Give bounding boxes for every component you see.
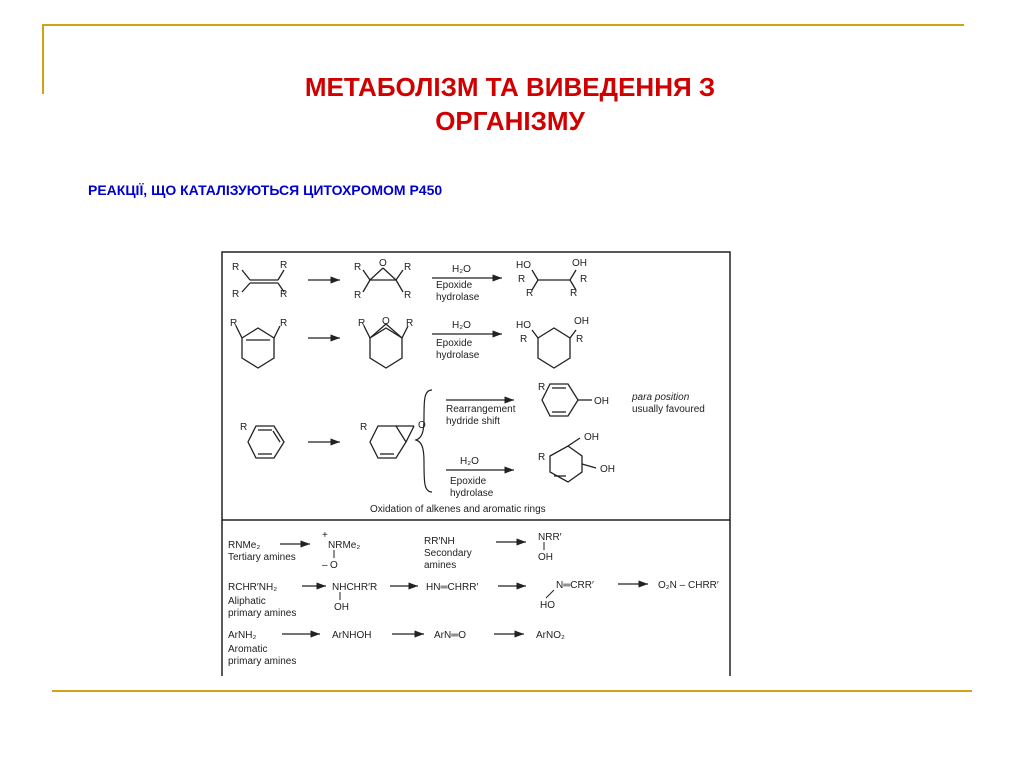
aliphatic-amine-class: Aliphatic: [228, 596, 266, 607]
n-oxide-oxygen: O: [330, 560, 338, 571]
aliphatic-amine-reactant: RCHR′NH₂: [228, 582, 278, 593]
r-label: R: [518, 274, 526, 285]
hydroxyl-label: HO: [516, 320, 531, 331]
hydroxylamine-product: NRR′: [538, 532, 562, 543]
arene-oxide-structure: [370, 426, 414, 458]
frame-left-line: [42, 24, 44, 94]
r-label: R: [230, 318, 238, 329]
tertiary-amine-reactant: RNMe₂: [228, 540, 261, 551]
r-label: R: [526, 288, 534, 299]
para-position-note: para position: [632, 392, 690, 403]
hydroxyl-label: HO: [516, 260, 531, 271]
r-label: R: [232, 262, 240, 273]
nitro-product: O₂N – CHRR′: [658, 580, 719, 591]
r-label: R: [538, 452, 546, 463]
trans-diol-structure: [532, 328, 576, 368]
cyclohexene-structure: [236, 326, 280, 368]
secondary-amine-reactant: RR′NH: [424, 536, 455, 547]
water-label: H₂O: [460, 456, 479, 467]
benzene-structure: [248, 426, 284, 458]
p450-reactions-figure: [220, 250, 734, 678]
epoxide-hydrolase-label: hydrolase: [450, 488, 494, 499]
oxime-ho: HO: [540, 600, 555, 611]
epoxide-hydrolase-label: Epoxide: [450, 476, 487, 487]
charge-minus: –: [322, 560, 328, 571]
diol-structure: [532, 270, 576, 290]
secondary-amine-class: Secondary: [424, 548, 472, 559]
hydroxyl-label: OH: [572, 258, 587, 269]
r-label: R: [232, 289, 240, 300]
reactions-diagram: [220, 250, 734, 678]
frame-bottom-line: [52, 690, 972, 692]
aromatic-amine-reactant: ArNH₂: [228, 630, 257, 641]
r-label: R: [354, 290, 362, 301]
oxime-product: N═CRR′: [556, 580, 594, 591]
r-label: R: [404, 290, 412, 301]
hydride-shift-label: hydride shift: [446, 416, 500, 427]
aromatic-amine-class: Aromatic: [228, 644, 268, 655]
aromatic-amine-class: primary amines: [228, 656, 297, 667]
aliphatic-hydroxylamine: NHCHR′R: [332, 582, 378, 593]
water-label: H₂O: [452, 264, 471, 275]
rearrangement-label: Rearrangement: [446, 404, 516, 415]
slide-subtitle: РЕАКЦІЇ, ЩО КАТАЛІЗУЮТЬСЯ ЦИТОХРОМОМ Р450: [88, 182, 443, 198]
r-label: R: [520, 334, 528, 345]
epoxide-hydrolase-label: hydrolase: [436, 292, 480, 303]
r-label: R: [576, 334, 584, 345]
n-oxide-product: NRMe₂: [328, 540, 361, 551]
r-label: R: [406, 318, 414, 329]
epoxide-hydrolase-label: Epoxide: [436, 280, 473, 291]
r-label: R: [358, 318, 366, 329]
r-label: R: [360, 422, 368, 433]
alkene-reaction: [242, 270, 284, 292]
title-line-1: МЕТАБОЛІЗМ ТА ВИВЕДЕННЯ З: [304, 72, 716, 102]
aliphatic-hydroxylamine-oh: OH: [334, 602, 349, 613]
hydroxyl-label: OH: [594, 396, 609, 407]
hydroxyl-label: OH: [600, 464, 615, 475]
charge-plus: +: [322, 530, 328, 541]
dihydrodiol-structure: [550, 438, 596, 482]
cyclohexene-oxide-structure: [364, 324, 408, 368]
r-label: R: [404, 262, 412, 273]
imine-product: HN═CHRR′: [426, 582, 479, 593]
r-label: R: [280, 289, 288, 300]
title-line-2: ОРГАНІЗМУ: [435, 106, 585, 136]
hydroxyl-label: OH: [574, 316, 589, 327]
slide-title: [200, 70, 820, 138]
branch-brace: [416, 390, 432, 492]
tertiary-amine-class: Tertiary amines: [228, 552, 296, 563]
aliphatic-amine-class: primary amines: [228, 608, 297, 619]
r-label: R: [240, 422, 248, 433]
epoxide-hydrolase-label: hydrolase: [436, 350, 480, 361]
water-label: H₂O: [452, 320, 471, 331]
epoxide-structure: [363, 268, 403, 292]
r-label: R: [580, 274, 588, 285]
secondary-amine-class: amines: [424, 560, 457, 571]
para-position-note: usually favoured: [632, 404, 705, 415]
phenol-structure: [542, 384, 592, 416]
epoxide-oxygen: O: [379, 258, 387, 269]
bond-line: [546, 590, 554, 598]
r-label: R: [570, 288, 578, 299]
hydroxyl-label: OH: [584, 432, 599, 443]
epoxide-hydrolase-label: Epoxide: [436, 338, 473, 349]
nitro-arene-product: ArNO₂: [536, 630, 565, 641]
r-label: R: [280, 260, 288, 271]
hydroxylamine-oh: OH: [538, 552, 553, 563]
r-label: R: [280, 318, 288, 329]
r-label: R: [538, 382, 546, 393]
nitroso-product: ArN═O: [434, 630, 467, 641]
aryl-hydroxylamine: ArNHOH: [332, 630, 372, 641]
figure-caption: Oxidation of alkenes and aromatic rings: [370, 504, 546, 515]
frame-top-line: [42, 24, 964, 26]
epoxide-oxygen: O: [418, 420, 426, 431]
epoxide-oxygen: O: [382, 316, 390, 327]
r-label: R: [354, 262, 362, 273]
